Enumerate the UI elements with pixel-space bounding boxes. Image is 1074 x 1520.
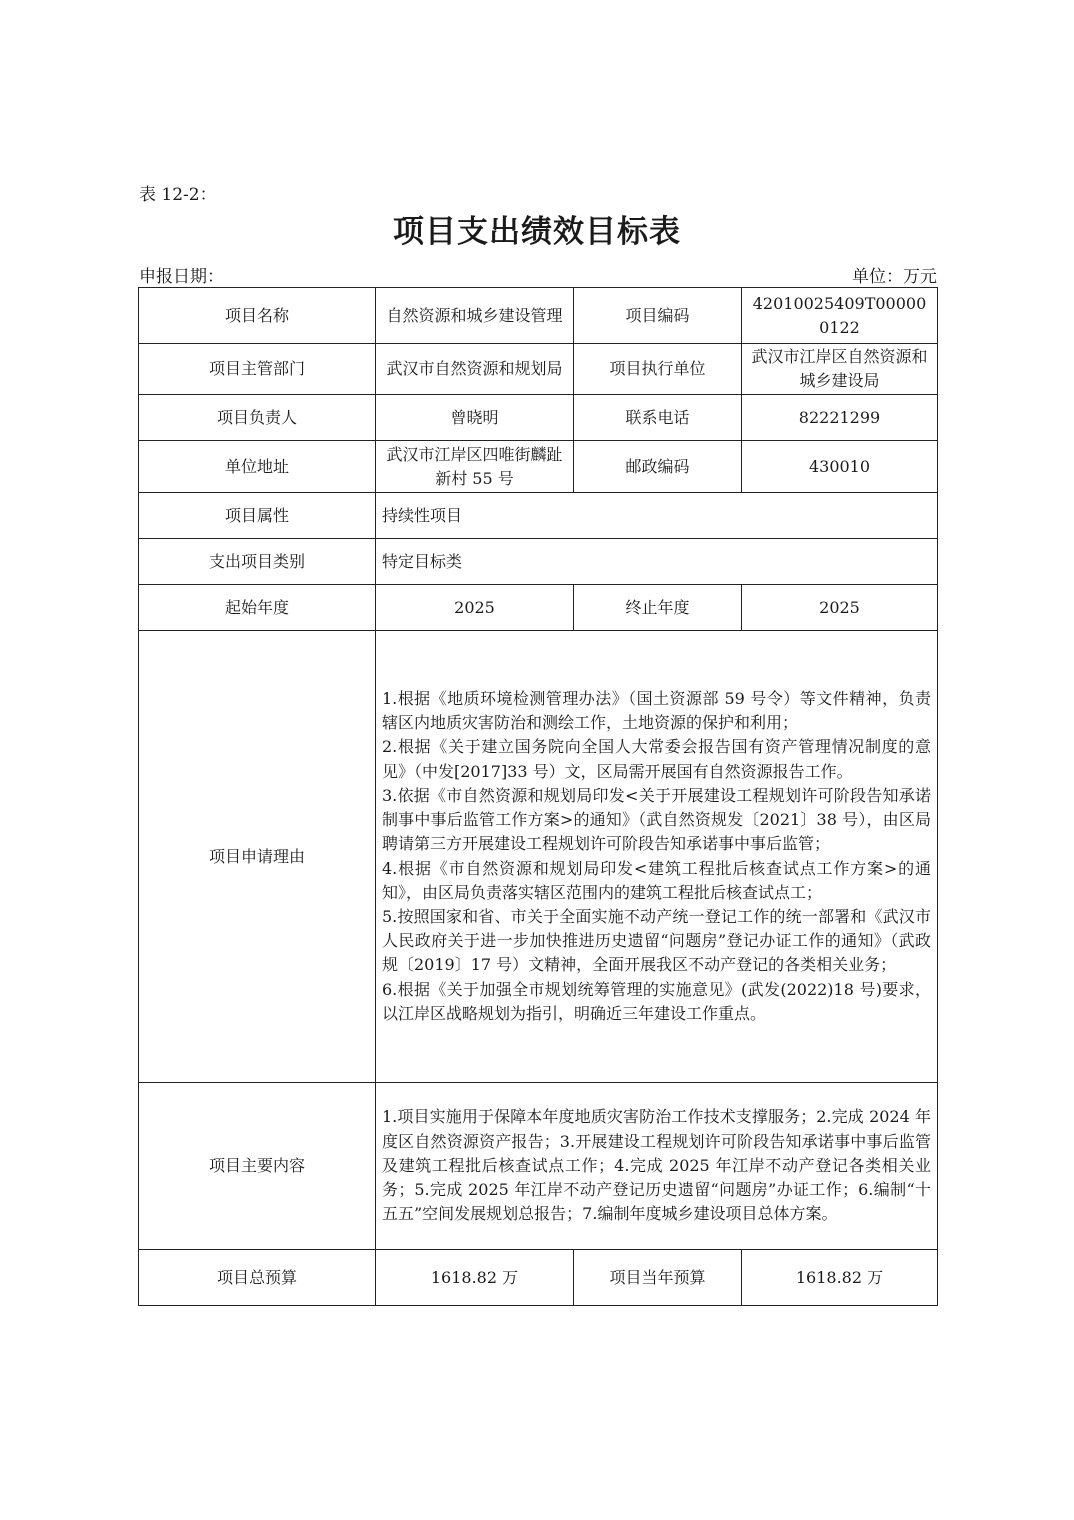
- table-row: [139, 288, 938, 344]
- reason-item: 2.根据《关于建立国务院向全国人大常委会报告国有资产管理情况制度的意见》（中发[2017]33 号）文，区局需开展国有自然资源报告工作。: [382, 737, 931, 781]
- annual-budget-value: 1618.82 万: [742, 1250, 938, 1306]
- start-year-label: 起始年度: [139, 585, 376, 631]
- reason-label: 项目申请理由: [139, 631, 376, 1083]
- reason-content: [376, 631, 938, 1083]
- start-year-value: 2025: [376, 585, 574, 631]
- reason-item: 4.根据《市自然资源和规划局印发<建筑工程批后核查试点工作方案>的通知》，由区局负责落实辖区范围内的建筑工程批后核查试点工；: [382, 858, 931, 902]
- executing-unit-value: 武汉市江岸区自然资源和城乡建设局: [742, 344, 938, 395]
- supervising-dept-value: 武汉市自然资源和规划局: [376, 344, 574, 395]
- table-row: [139, 631, 938, 1083]
- table-row: [139, 585, 938, 631]
- reason-item: 3.依据《市自然资源和规划局印发<关于开展建设工程规划许可阶段告知承诺制事中事后监管工作方案>的通知》（武自然资规发〔2021〕38 号），由区局聘请第三方开展建设工程规划许可阶段告知承诺事中事后监管；: [382, 785, 931, 854]
- table-row: [139, 539, 938, 585]
- reason-item: 6.根据《关于加强全市规划统筹管理的实施意见》(武发(2022)18 号)要求，以江岸区战略规划为指引，明确近三年建设工作重点。: [382, 979, 931, 1023]
- postcode-value: 430010: [742, 441, 938, 493]
- reason-item: 5.按照国家和省、市关于全面实施不动产统一登记工作的统一部署和《武汉市人民政府关于进一步加快推进历史遗留“问题房”登记办证工作的通知》（武政规〔2019〕17 号）文精神，全面开展我区不动产登记的各类相关业务；: [382, 906, 931, 975]
- attribute-label: 项目属性: [139, 493, 376, 539]
- project-name-value: 自然资源和城乡建设管理: [376, 288, 574, 344]
- supervising-dept-label: 项目主管部门: [139, 344, 376, 395]
- table-row: [139, 1083, 938, 1250]
- project-code-label: 项目编码: [574, 288, 742, 344]
- main-content-label: 项目主要内容: [139, 1083, 376, 1250]
- table-row: [139, 441, 938, 493]
- table-row: [139, 1250, 938, 1306]
- project-code-value: 42010025409T000000122: [742, 288, 938, 344]
- end-year-value: 2025: [742, 585, 938, 631]
- phone-value: 82221299: [742, 395, 938, 441]
- report-date-label: 申报日期：: [139, 267, 224, 287]
- table-row: [139, 395, 938, 441]
- total-budget-label: 项目总预算: [139, 1250, 376, 1306]
- annual-budget-label: 项目当年预算: [574, 1250, 742, 1306]
- address-label: 单位地址: [139, 441, 376, 493]
- performance-target-table: [138, 287, 938, 1306]
- reason-item: 1.根据《地质环境检测管理办法》（国土资源部 59 号令）等文件精神，负责辖区内地质灾害防治和测绘工作，土地资源的保护和利用；: [382, 689, 931, 733]
- category-label: 支出项目类别: [139, 539, 376, 585]
- postcode-label: 邮政编码: [574, 441, 742, 493]
- page-title: 项目支出绩效目标表: [393, 214, 681, 250]
- unit-label: 单位：万元: [852, 267, 937, 287]
- attribute-value: 持续性项目: [376, 493, 938, 539]
- total-budget-value: 1618.82 万: [376, 1250, 574, 1306]
- phone-label: 联系电话: [574, 395, 742, 441]
- project-name-label: 项目名称: [139, 288, 376, 344]
- person-in-charge-label: 项目负责人: [139, 395, 376, 441]
- end-year-label: 终止年度: [574, 585, 742, 631]
- main-content-value: 1.项目实施用于保障本年度地质灾害防治工作技术支撑服务；2.完成 2024 年度区自然资源资产报告；3.开展建设工程规划许可阶段告知承诺事中事后监管及建筑工程批后核查试点工作；4.完成 2025 年江岸不动产登记各类相关业务；5.完成 2025 年江岸不动产登记历史遗留“问题房”办证工作；6.编制“十五五”空间发展规划总报告；7.编制年度城乡建设项目总体方案。: [376, 1083, 938, 1250]
- table-row: [139, 493, 938, 539]
- table-row: [139, 344, 938, 395]
- person-in-charge-value: 曾晓明: [376, 395, 574, 441]
- address-value: 武汉市江岸区四唯街麟趾新村 55 号: [376, 441, 574, 493]
- category-value: 特定目标类: [376, 539, 938, 585]
- table-number-label: 表 12-2：: [139, 185, 217, 205]
- executing-unit-label: 项目执行单位: [574, 344, 742, 395]
